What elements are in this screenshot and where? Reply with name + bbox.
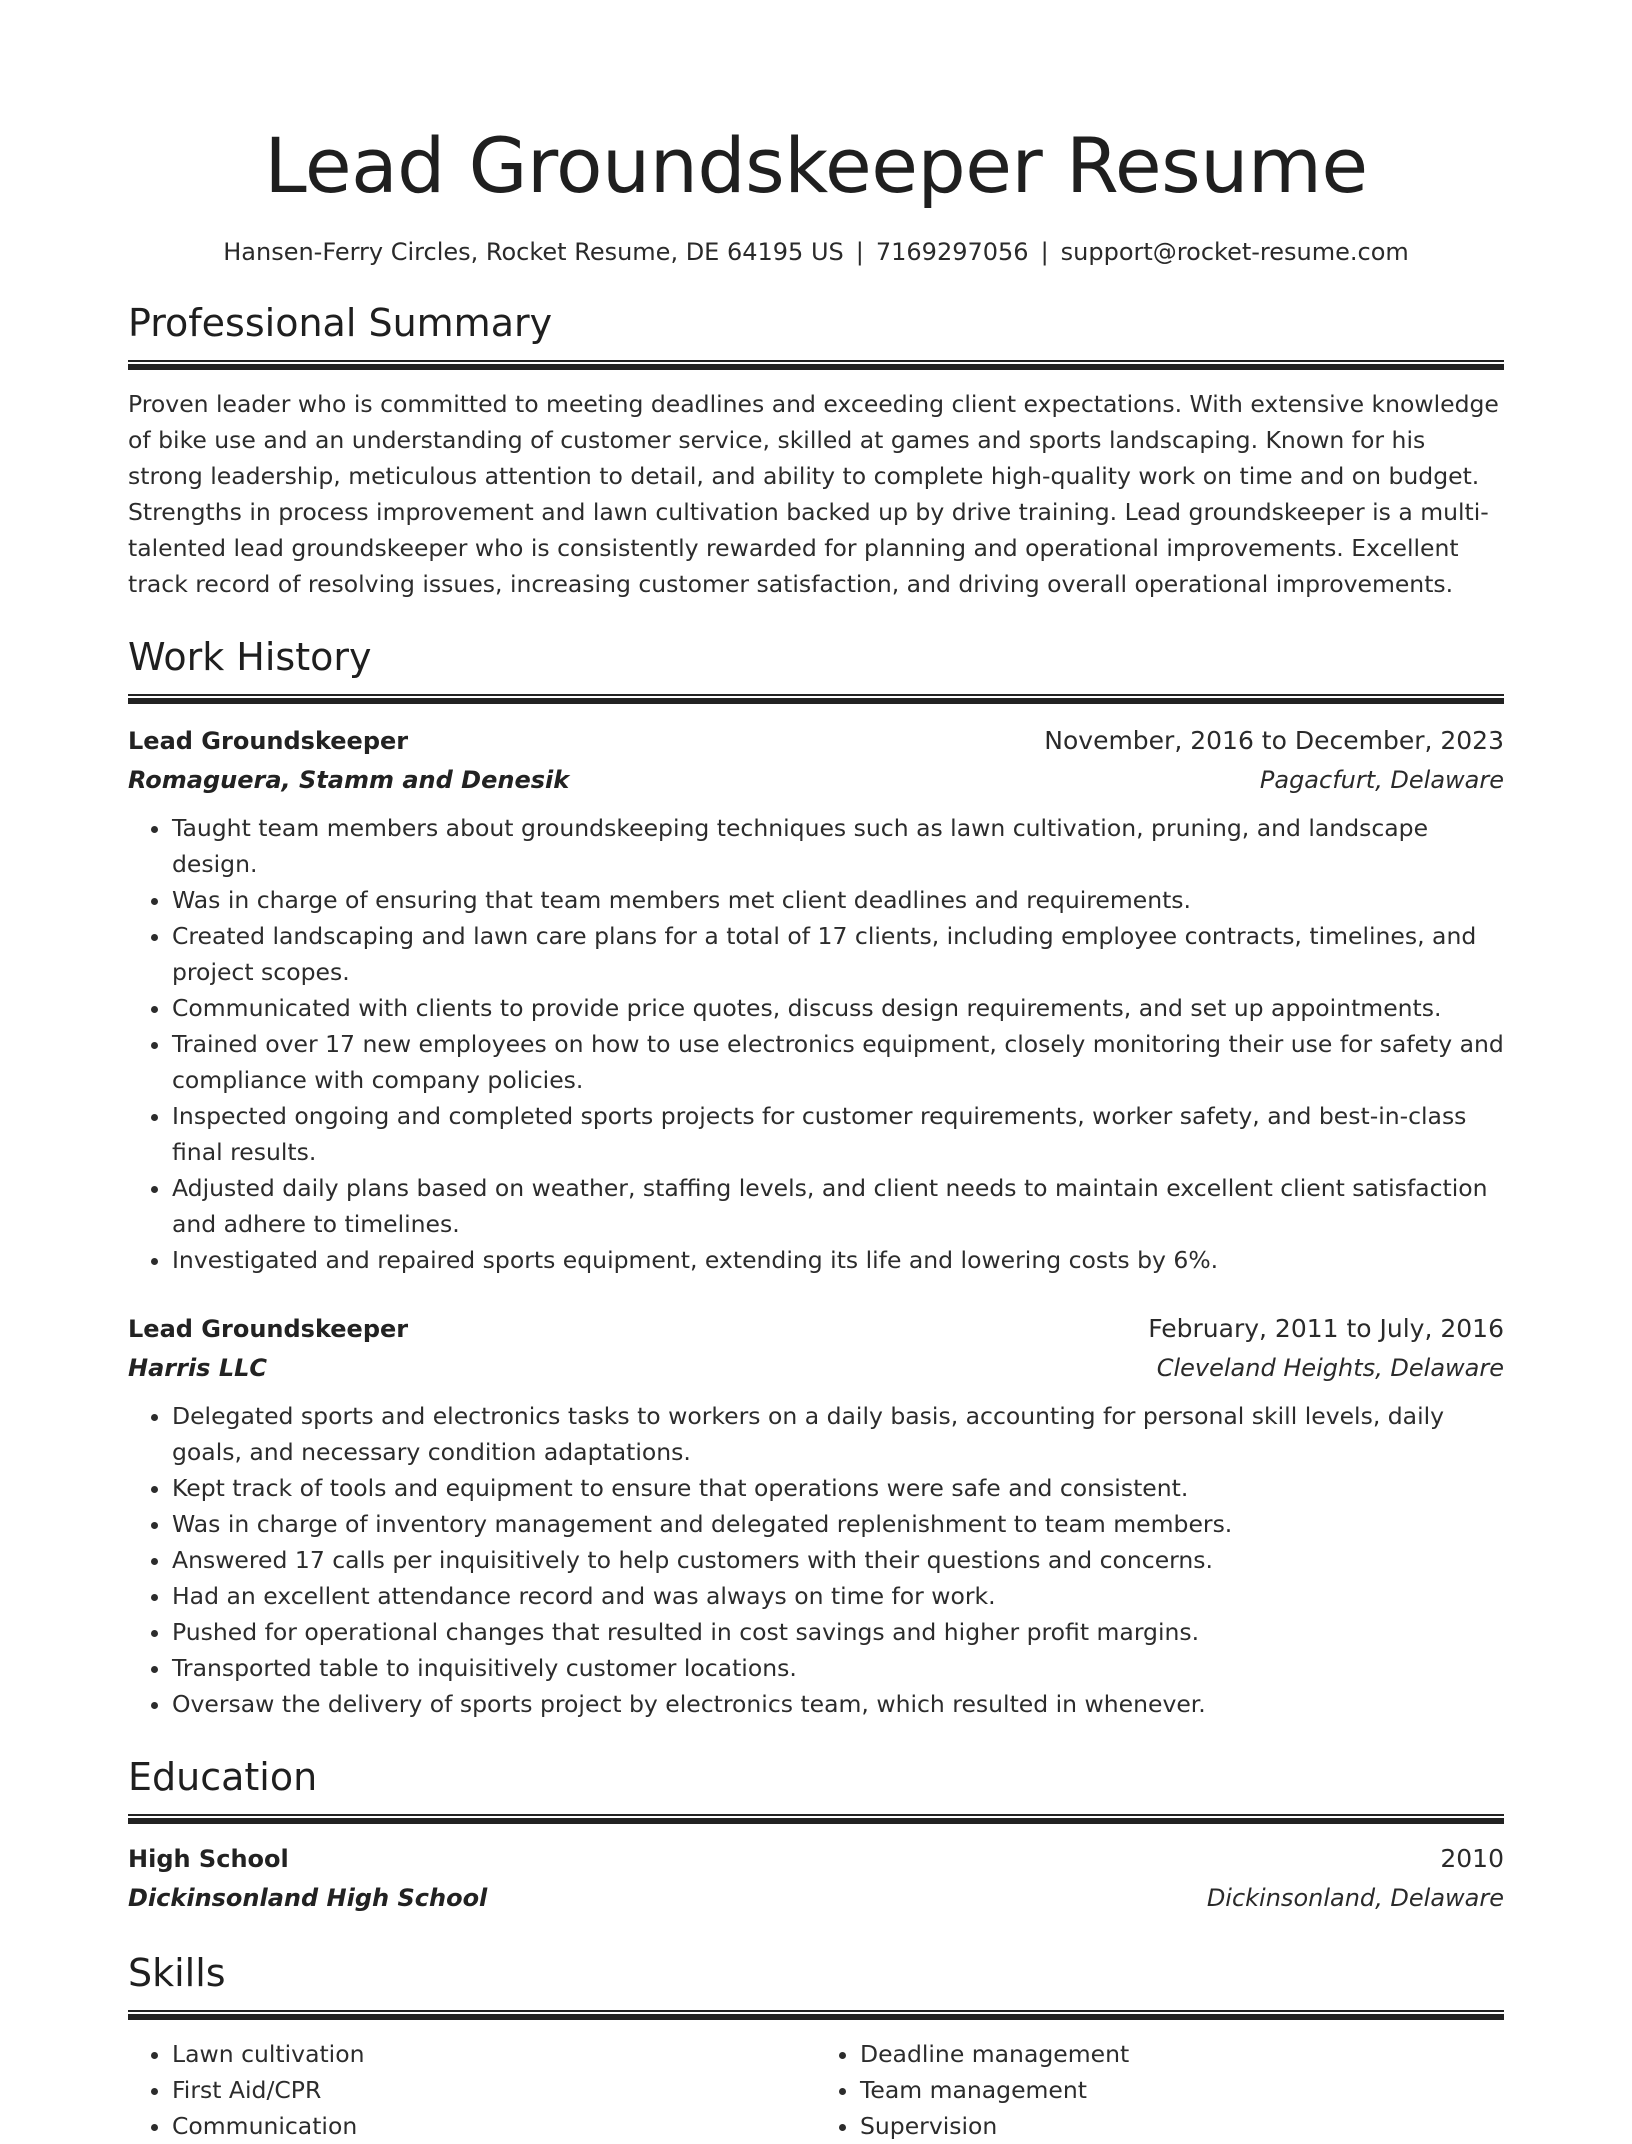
job-entry [128, 1310, 1504, 1722]
job-bullet: • Had an excellent attendance record and was always on time for work. [172, 1578, 1504, 1614]
job-bullet: • Trained over 17 new employees on how to use electronics equipment, closely monitoring their use for safety and compliance with company policies. [172, 1026, 1504, 1098]
education-heading: Education [128, 1755, 318, 1799]
section-divider [128, 360, 1504, 370]
job-bullet: • Kept track of tools and equipment to ensure that operations were safe and consistent. [172, 1470, 1504, 1506]
skill-item: • Communication [172, 2108, 816, 2144]
section-divider [128, 694, 1504, 704]
summary-section [128, 298, 1504, 602]
job-bullet: • Created landscaping and lawn care plans for a total of 17 clients, including employee contracts, timelines, and project scopes. [172, 918, 1504, 990]
contact-separator: | [1040, 238, 1049, 266]
job-bullet: • Investigated and repaired sports equipment, extending its life and lowering costs by 6%. [172, 1242, 1504, 1278]
skills-section [128, 1948, 1504, 2144]
contact-separator: | [855, 238, 864, 266]
education-degree: High School [128, 1845, 289, 1873]
job-entry [128, 722, 1504, 1278]
job-bullet: • Transported table to inquisitively customer locations. [172, 1650, 1504, 1686]
education-school-row [128, 1878, 1504, 1918]
skill-item: • Lawn cultivation [172, 2036, 816, 2072]
summary-heading: Professional Summary [128, 301, 553, 345]
section-divider [128, 1814, 1504, 1824]
job-title: Lead Groundskeeper [128, 1315, 409, 1343]
education-year: 2010 [1440, 1844, 1504, 1873]
contact-address: Hansen-Ferry Circles, Rocket Resume, DE 64195 US [223, 238, 844, 266]
education-section [128, 1752, 1504, 1918]
job-company: Harris LLC [128, 1354, 268, 1382]
skills-columns [128, 2036, 1504, 2144]
job-bullet: • Was in charge of inventory management and delegated replenishment to team members. [172, 1506, 1504, 1542]
skill-item: • First Aid/CPR [172, 2072, 816, 2108]
skill-item: • Supervision [860, 2108, 1504, 2144]
job-bullet: • Taught team members about groundskeeping techniques such as lawn cultivation, pruning, and landscape design. [172, 810, 1504, 882]
education-degree-row [128, 1840, 1504, 1878]
job-company: Romaguera, Stamm and Denesik [128, 766, 570, 794]
contact-line [128, 236, 1504, 268]
job-header-row [128, 1310, 1504, 1348]
education-location: Dickinsonland, Delaware [1206, 1884, 1504, 1912]
work-history-heading: Work History [128, 635, 372, 679]
job-header-row [128, 722, 1504, 760]
job-bullet: • Was in charge of ensuring that team members met client deadlines and requirements. [172, 882, 1504, 918]
job-bullet-list [128, 810, 1504, 1278]
education-entry [128, 1840, 1504, 1918]
section-divider [128, 2010, 1504, 2020]
job-bullet: • Answered 17 calls per inquisitively to help customers with their questions and concerns. [172, 1542, 1504, 1578]
summary-text: Proven leader who is committed to meeting deadlines and exceeding client expectations. With extensive knowledge of bike use and an understanding of customer service, skilled at games and sports landscaping. Known for his strong leadership, meticulous attention to detail, and ability to complete high-quality work on time and on budget. Strengths in process improvement and lawn cultivation backed up by drive training. Lead groundskeeper is a multi-talented lead groundskeeper who is consistently rewarded for planning and operational improvements. Excellent track record of resolving issues, increasing customer satisfaction, and driving overall operational improvements. [128, 390, 1499, 598]
education-school: Dickinsonland High School [128, 1884, 488, 1912]
job-bullet: • Communicated with clients to provide price quotes, discuss design requirements, and set up appointments. [172, 990, 1504, 1026]
job-bullet: • Adjusted daily plans based on weather, staffing levels, and client needs to maintain excellent client satisfaction and adhere to timelines. [172, 1170, 1504, 1242]
job-bullet: • Inspected ongoing and completed sports projects for customer requirements, worker safety, and best-in-class final results. [172, 1098, 1504, 1170]
skills-list-left [128, 2036, 816, 2144]
skill-item: • Team management [860, 2072, 1504, 2108]
work-history-section [128, 632, 1504, 1722]
skills-list-right [816, 2036, 1504, 2144]
job-bullet-list [128, 1398, 1504, 1722]
job-bullet: • Oversaw the delivery of sports project by electronics team, which resulted in whenever. [172, 1686, 1504, 1722]
job-dates: February, 2011 to July, 2016 [1148, 1314, 1504, 1343]
job-bullet: • Pushed for operational changes that resulted in cost savings and higher profit margins. [172, 1614, 1504, 1650]
job-title: Lead Groundskeeper [128, 727, 409, 755]
job-location: Pagacfurt, Delaware [1259, 766, 1504, 794]
contact-email[interactable]: support@rocket-resume.com [1060, 238, 1409, 266]
skills-heading: Skills [128, 1951, 226, 1995]
job-dates: November, 2016 to December, 2023 [1044, 726, 1504, 755]
job-bullet: • Delegated sports and electronics tasks to workers on a daily basis, accounting for personal skill levels, daily goals, and necessary condition adaptations. [172, 1398, 1504, 1470]
resume-title: Lead Groundskeeper Resume [264, 121, 1368, 210]
skill-item: • Deadline management [860, 2036, 1504, 2072]
job-company-row [128, 760, 1504, 800]
job-company-row [128, 1348, 1504, 1388]
job-location: Cleveland Heights, Delaware [1156, 1354, 1504, 1382]
contact-phone: 7169297056 [875, 238, 1029, 266]
